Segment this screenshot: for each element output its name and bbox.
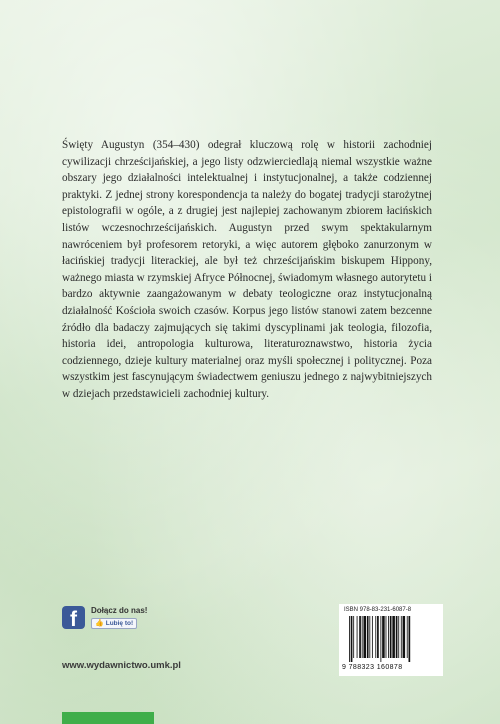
barcode-bar [407,616,408,658]
like-button[interactable] [91,618,137,629]
barcode-bar [359,616,361,658]
barcode-box [339,604,443,676]
like-button-label: Lubię to! [105,620,134,627]
isbn-label: ISBN 978-83-231-6087-8 [344,607,412,613]
barcode-bar [372,616,373,658]
facebook-text [91,606,147,629]
barcode-bar [380,616,381,662]
barcode-bar [386,616,387,658]
barcode-bar [401,616,402,658]
accent-strip [62,712,154,724]
barcode-bar [392,616,395,658]
barcode-bar [396,616,398,658]
facebook-icon-letter: f [70,608,77,629]
barcode-bar [349,616,350,662]
barcode-bar [390,616,392,658]
back-cover-blurb: Święty Augustyn (354–430) odegrał kluczową rolę w historii zachodniej cywilizacji chrześcijańskiej, a jego listy odzwierciedlają niemal wszystkie ważne obszary jego działalności intelektualnej i instytucjonalnej, a także codziennej praktyki. Z jednej strony korespondencja ta należy do bogatej tradycji starożytnej epistolografii w ogóle, a z drugiej jest najlepiej zachowanym zbiorem łacińskich listów wczesnochrześcijańskich. Augustyn przed swym spektakularnym nawróceniem był profesorem retoryki, a więc autorem głęboko zanurzonym w łacińskiej tradycji literackiej, ale był też chrześcijańskim biskupem Hippony, ważnego miasta w rzymskiej Afryce Północnej, świadomym własnego autorytetu i bardzo aktywnie zaangażowanym w debaty teologiczne oraz instytucjonalną działalność Kościoła swoich czasów. Korpus jego listów stanowi zatem bezcenne źródło dla badaczy zajmujących się takimi dyscyplinami jak teologia, filozofia, historia idei, antropologia kulturowa, literaturoznawstwo, historia życia codziennego, dzieje kultury materialnej oraz myśli społecznej i politycznej. Poza wszystkim jest fascynującym świadectwem geniuszu jednego z najwybitniejszych w dziejach przedstawicieli zachodniej kultury. [62,139,432,400]
barcode-bar [362,616,363,658]
barcode-bar [375,616,376,658]
barcode-bar [357,616,358,658]
barcode-bar [367,616,369,658]
thumbs-up-icon: 👍 [95,620,104,627]
facebook-icon[interactable] [62,606,85,629]
barcode-bar [388,616,389,658]
barcode-bar [398,616,399,658]
barcode-bar [409,616,411,662]
barcode-bar [353,616,354,658]
barcode-bar [377,616,379,658]
barcode-bar [382,616,385,658]
barcode-bar [369,616,370,658]
facebook-widget[interactable] [62,606,147,629]
barcode-bars [349,616,433,662]
barcode-bar [363,616,366,658]
publisher-website[interactable]: www.wydawnictwo.umk.pl [62,660,181,671]
barcode-bar [403,616,406,658]
barcode-bar [351,616,353,662]
barcode-digits: 9 788323 160878 [342,664,403,671]
join-us-label: Dołącz do nas! [91,606,148,615]
